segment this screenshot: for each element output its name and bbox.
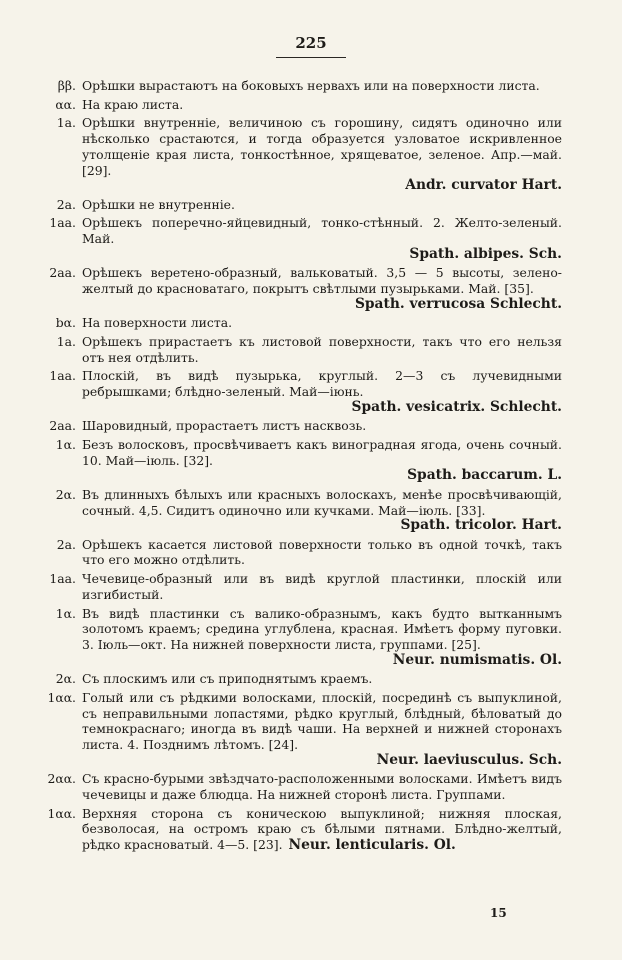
entry-label: ββ. [57, 78, 76, 93]
entry-text: Шаровидный, прорастаетъ листъ насквозь. [82, 418, 367, 434]
species-name: Spath. albipes. Sch. [409, 245, 562, 262]
entry-text: Безъ волосковъ, просвѣчиваетъ какъ виноградная ягода, очень сочный. 10. Май—іюль. [32]. [82, 436, 562, 468]
entry-text: Верхняя сторона съ коническою выпуклиной; нижняя плоская, безволосая, на остромъ краю съ бѣлыми пятнами. Блѣдно-желтый, рѣдко красноватый. 4—5. [23]. Neur. lenticularis. Ol. [82, 805, 562, 854]
species-name: Spath. vesicatrix. Schlecht. [351, 398, 562, 415]
entry-label: 2αα. [47, 771, 76, 787]
key-entry [42, 215, 562, 262]
entry-label: 1α. [55, 605, 76, 621]
entry-text: Орѣшекъ поперечно-яйцевидный, тонко-стѣнный. 2. Желто-зеленый. Май. [82, 215, 562, 247]
key-entry [42, 78, 562, 94]
entry-text: Орѣшки не внутренніе. [82, 196, 235, 212]
entry-text: Плоскій, въ видѣ пузырька, круглый. 2—3 съ лучевидными ребрышками; блѣдно-зеленый. Май—іюнь. [82, 368, 562, 400]
entry-label: 2а. [56, 536, 76, 552]
entry-label: 1а. [56, 333, 76, 349]
page-header [0, 34, 622, 58]
key-entry [42, 771, 562, 802]
key-entry [42, 437, 562, 484]
entry-text: На краю листа. [82, 96, 184, 112]
entry-label: 1αα. [47, 689, 76, 705]
species-name: Neur. numismatis. Ol. [392, 651, 562, 668]
key-entry [42, 97, 562, 113]
entry-text: Съ плоскимъ или съ приподнятымъ краемъ. [82, 671, 373, 687]
key-entry [42, 418, 562, 434]
entry-label: 1а. [56, 115, 76, 131]
species-name: Spath. tricolor. Hart. [400, 517, 562, 534]
species-name: Spath. baccarum. L. [407, 467, 562, 484]
key-entries [42, 78, 562, 857]
key-entry [42, 315, 562, 331]
key-entry [42, 606, 562, 669]
species-name: Neur. laeviusculus. Sch. [376, 751, 562, 768]
entry-text: Въ видѣ пластинки съ валико-образнымъ, какъ будто вытканнымъ золотомъ краемъ; средина углублена, красная. Имѣетъ форму пуговки. 3. Іюль—окт. На нижней поверхности листа, группами. [25]. [82, 605, 562, 652]
entry-text: Орѣшекъ веретено-образный, вальковатый. 3,5 — 5 высоты, зелено-желтый до красноватаго, покрытъ свѣтлыми пузырьками. Май. [35]. [82, 265, 562, 297]
page-number: 225 [295, 34, 327, 52]
entry-label: 2аа. [49, 265, 76, 281]
header-rule [276, 57, 346, 58]
entry-label: bα. [55, 315, 76, 331]
key-entry [42, 334, 562, 365]
entry-text: Чечевице-образный или въ видѣ круглой пластинки, плоскій или изгибистый. [82, 571, 562, 602]
entry-text: Съ красно-бурыми звѣздчато-расположенными волосками. Имѣетъ видъ чечевицы и даже блюдца. На нижней сторонѣ листа. Группами. [82, 771, 562, 802]
entry-label: 1αα. [47, 805, 76, 821]
entry-label: 1аа. [49, 368, 76, 384]
entry-label: 2α. [55, 486, 76, 502]
key-entry [42, 265, 562, 312]
key-entry [42, 487, 562, 534]
entry-label: 1аа. [49, 571, 76, 587]
entry-label: 2аа. [49, 418, 76, 434]
key-entry [42, 368, 562, 415]
entry-text: Голый или съ рѣдкими волосками, плоскій, посрединѣ съ выпуклиной, съ неправильными лопастями, рѣдко круглый, блѣдный, бѣловатый до темнокраснаго; иногда въ видѣ чаши. На верхней и нижней сторонахъ листа. 4. Позднимъ лѣтомъ. [24]. [82, 689, 562, 752]
key-entry [42, 571, 562, 602]
entry-label: 1аа. [49, 215, 76, 231]
entry-label: 2α. [55, 671, 76, 687]
key-entry [42, 806, 562, 854]
signature-mark: 15 [490, 906, 507, 920]
key-entry [42, 197, 562, 213]
key-entry [42, 690, 562, 768]
entry-text: Орѣшекъ касается листовой поверхности только въ одной точкѣ, такъ что его можно отдѣлить. [82, 536, 562, 568]
entry-text: Орѣшки вырастаютъ на боковыхъ нервахъ или на поверхности листа. [82, 78, 540, 93]
species-name: Neur. lenticularis. Ol. [288, 837, 456, 854]
key-entry [42, 537, 562, 568]
key-entry [42, 115, 562, 193]
entry-text: Въ длинныхъ бѣлыхъ или красныхъ волоскахъ, менѣе просвѣчивающій, сочный. 4,5. Сидитъ одиночно или кучками. Май—іюль. [33]. [82, 486, 562, 518]
entry-label: αα. [55, 96, 76, 112]
entry-text: На поверхности листа. [82, 315, 233, 331]
species-name: Andr. curvator Hart. [405, 177, 562, 194]
key-entry [42, 671, 562, 687]
entry-label: 1α. [55, 436, 76, 452]
species-name: Spath. verrucosa Schlecht. [354, 295, 562, 312]
entry-text: Орѣшки внутренніе, величиною съ горошину, сидятъ одиночно или нѣсколько срастаются, и тогда образуется узловатое искривленное утолщеніе края листа, тонкостѣнное, хрящеватое, зеленое. Апр.—май. [29]. [82, 115, 562, 178]
entry-label: 2а. [56, 196, 76, 212]
entry-text: Орѣшекъ прирастаетъ къ листовой поверхности, такъ что его нельзя отъ нея отдѣлить. [82, 333, 562, 365]
